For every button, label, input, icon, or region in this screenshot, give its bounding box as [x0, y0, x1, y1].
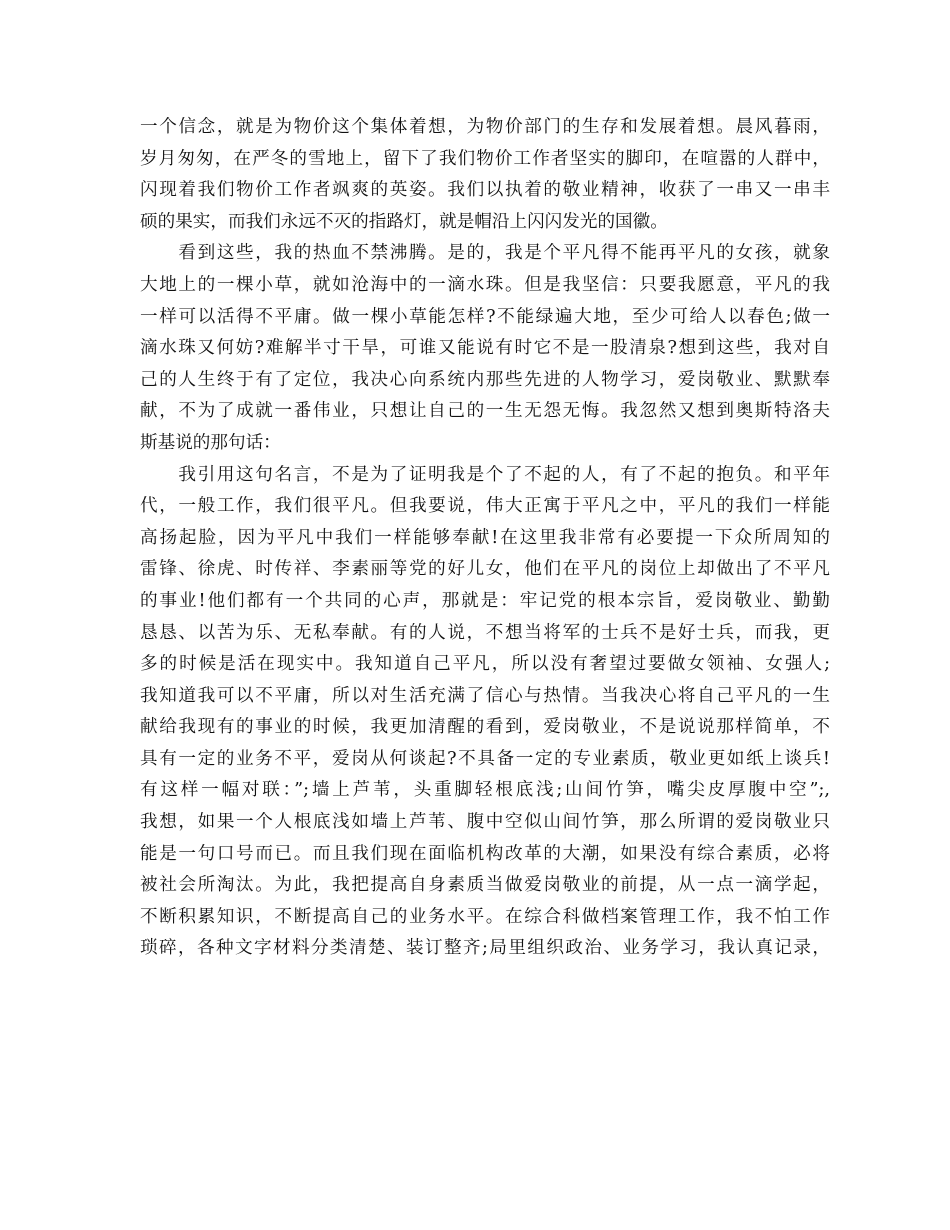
text-line: 一样可以活得不平庸。做一棵小草能怎样?不能绿遍大地，至少可给人以春色;做一	[140, 306, 830, 327]
text-line: 一个信念，就是为物价这个集体着想，为物价部门的生存和发展着想。晨风暮雨，	[140, 117, 830, 137]
text-line: 闪现着我们物价工作者飒爽的英姿。我们以执着的敬业精神，收获了一串又一串丰	[140, 180, 830, 201]
text-line: 有这样一幅对联：”;墙上芦苇，头重脚轻根底浅;山间竹笋，嘴尖皮厚腹中空”;,	[140, 780, 830, 801]
text-line: 己的人生终于有了定位，我决心向系统内那些先进的人物学习，爱岗敬业、默默奉	[140, 369, 830, 390]
text-line: 滴水珠又何妨?难解半寸干旱，可谁又能说有时它不是一股清泉?想到这些，我对自	[140, 338, 830, 359]
text-line: 大地上的一棵小草，就如沧海中的一滴水珠。但是我坚信：只要我愿意，平凡的我	[140, 274, 830, 295]
text-line: 高扬起脸，因为平凡中我们一样能够奉献!在这里我非常有必要提一下众所周知的	[140, 527, 830, 548]
text-line: 我想，如果一个人根底浅如墙上芦苇、腹中空似山间竹笋，那么所谓的爱岗敬业只	[140, 812, 830, 833]
text-line: 献，不为了成就一番伟业，只想让自己的一生无怨无悔。我忽然又想到奥斯特洛夫	[140, 401, 830, 422]
text-line: 具有一定的业务不平，爱岗从何谈起?不具备一定的专业素质，敬业更如纸上谈兵!	[140, 748, 830, 769]
text-line: 恳恳、以苦为乐、无私奉献。有的人说，不想当将军的士兵不是好士兵，而我，更	[140, 622, 830, 643]
text-line: 的事业!他们都有一个共同的心声，那就是：牢记党的根本宗旨，爱岗敬业、勤勤	[140, 590, 830, 611]
text-line: 不断积累知识，不断提高自己的业务水平。在综合科做档案管理工作，我不怕工作	[140, 906, 830, 927]
body-text	[140, 112, 830, 965]
text-line: 硕的果实，而我们永远不灭的指路灯，就是帽沿上闪闪发光的国徽。	[140, 211, 668, 232]
text-line: 琐碎，各种文字材料分类清楚、装订整齐;局里组织政治、业务学习，我认真记录，	[140, 938, 830, 959]
text-line: 雷锋、徐虎、时传祥、李素丽等党的好儿女，他们在平凡的岗位上却做出了不平凡	[140, 559, 830, 580]
text-line: 斯基说的那句话：	[140, 432, 281, 453]
text-line: 岁月匆匆，在严冬的雪地上，留下了我们物价工作者坚实的脚印，在喧嚣的人群中，	[140, 148, 830, 169]
text-line: 我引用这句名言，不是为了证明我是个了不起的人，有了不起的抱负。和平年	[140, 464, 830, 485]
text-line: 看到这些，我的热血不禁沸腾。是的，我是个平凡得不能再平凡的女孩，就象	[140, 243, 830, 264]
text-line: 能是一句口号而已。而且我们现在面临机构改革的大潮，如果没有综合素质，必将	[140, 843, 830, 864]
text-line: 我知道我可以不平庸，所以对生活充满了信心与热情。当我决心将自己平凡的一生	[140, 685, 830, 706]
text-line: 献给我现有的事业的时候，我更加清醒的看到，爱岗敬业，不是说说那样简单，不	[140, 717, 830, 738]
text-line: 多的时候是活在现实中。我知道自己平凡，所以没有奢望过要做女领袖、女强人;	[140, 654, 830, 675]
text-line: 代，一般工作，我们很平凡。但我要说，伟大正寓于平凡之中，平凡的我们一样能	[140, 496, 830, 517]
text-line: 被社会所淘汰。为此，我把提高自身素质当做爱岗敬业的前提，从一点一滴学起，	[140, 875, 830, 896]
